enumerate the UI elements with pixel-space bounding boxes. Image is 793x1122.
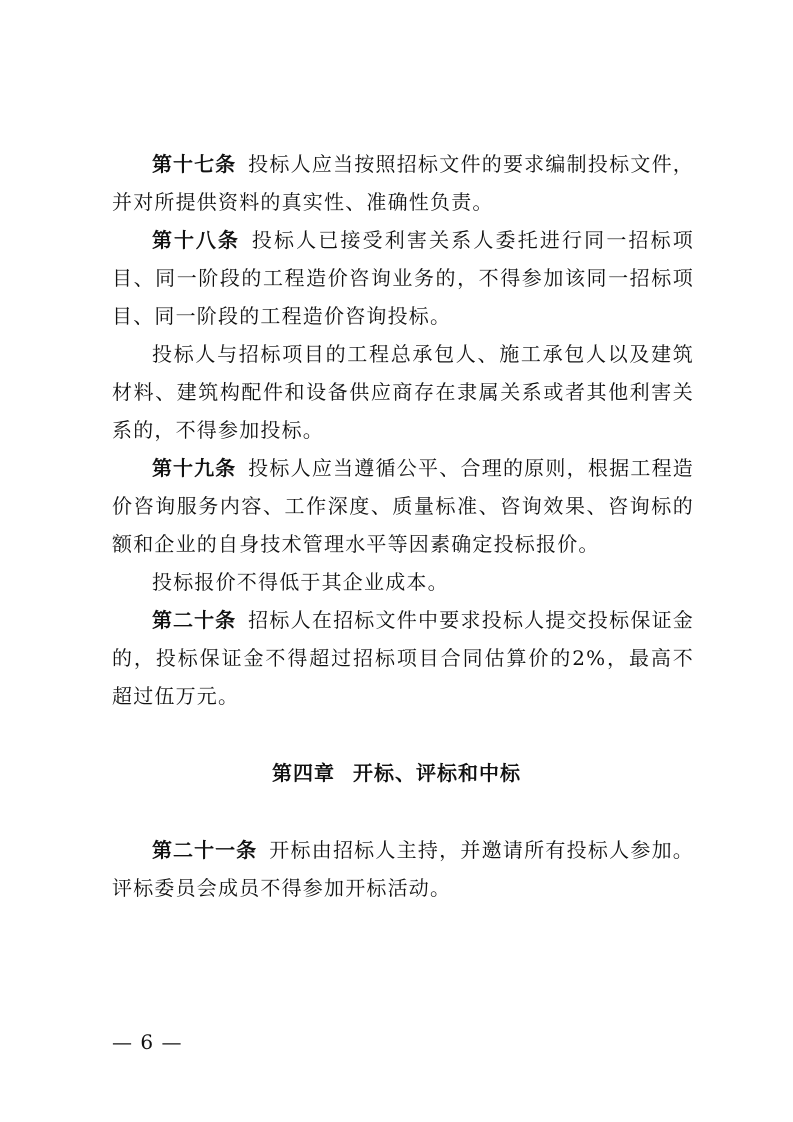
page-number: — 6 —	[112, 1030, 183, 1054]
article-text: 投标人已接受利害关系人委托进行同一招标项目、同一阶段的工程造价咨询业务的，不得参加该同一招标项目、同一阶段的工程造价咨询投标。	[112, 228, 695, 328]
article-number: 第二十条	[152, 608, 237, 632]
chapter-title: 开标、评标和中标	[353, 761, 521, 785]
article-17	[112, 145, 694, 221]
article-number: 第十九条	[152, 456, 237, 480]
chapter-heading	[0, 759, 793, 787]
article-18	[112, 221, 694, 335]
article-text: 招标人在招标文件中要求投标人提交投标保证金的，投标保证金不得超过招标项目合同估算价的2%，最高不超过伍万元。	[112, 608, 695, 708]
article-21	[112, 831, 694, 907]
article-text: 投标人应当按照招标文件的要求编制投标文件，并对所提供资料的真实性、准确性负责。	[112, 152, 695, 214]
article-19-paragraph-2	[112, 563, 694, 601]
article-number: 第十八条	[152, 228, 240, 252]
paragraph-text: 投标报价不得低于其企业成本。	[152, 570, 449, 594]
article-number: 第二十一条	[152, 838, 258, 862]
article-18-paragraph-2	[112, 335, 694, 449]
paragraph-text: 投标人与招标项目的工程总承包人、施工承包人以及建筑材料、建筑构配件和设备供应商存在隶属关系或者其他利害关系的，不得参加投标。	[112, 342, 694, 442]
article-text: 开标由招标人主持，并邀请所有投标人参加。评标委员会成员不得参加开标活动。	[112, 838, 695, 900]
article-20	[112, 601, 694, 715]
article-number: 第十七条	[152, 152, 237, 176]
body-before-chapter	[112, 145, 694, 715]
body-after-chapter	[112, 831, 694, 907]
article-text: 投标人应当遵循公平、合理的原则，根据工程造价咨询服务内容、工作深度、质量标准、咨询效果、咨询标的额和企业的自身技术管理水平等因素确定投标报价。	[112, 456, 695, 556]
article-19	[112, 449, 694, 563]
chapter-number: 第四章	[272, 761, 335, 785]
